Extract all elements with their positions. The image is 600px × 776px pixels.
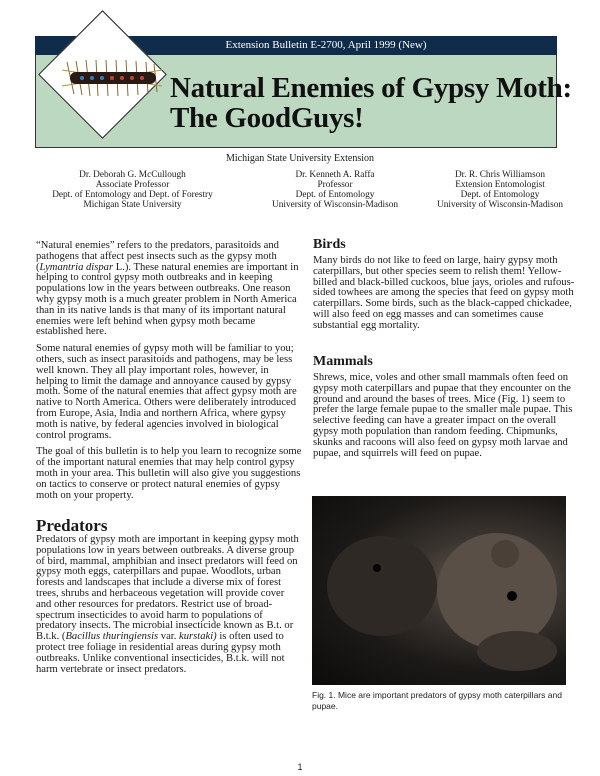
- author-title: Extension Entomologist: [455, 180, 545, 190]
- predators-paragraph: Predators of gypsy moth are important in keeping gypsy moth populations low in years between outbreaks. A diverse group of bird, mammal, amphibian and insect predators will feed on gypsy moth eggs, caterpillars and pupae. Woodlots, urban forests and landscapes that include a diverse mix of forest trees, shrubs and herbaceous vegetation will provide cover and other resources for predators. Restrict use of broad-spectrum insecticides to avoid harm to populations of predatory insects. The microbial insecticide known as B.t. or B.t.k. (Bacillus thuringiensis var. kurstaki) is often used to protect tree foliage in residential areas during gypsy moth outbreaks. Unlike conventional insecticides, B.t.k. will not harm vertebrate or insect predators.: [36, 534, 299, 675]
- author-institution: University of Wisconsin-Madison: [272, 200, 398, 210]
- title-line-2: The GoodGuys!: [170, 102, 364, 134]
- author-name: Dr. Deborah G. McCullough: [79, 170, 186, 180]
- predators-heading: Predators: [36, 516, 108, 535]
- mice-photo: [312, 496, 566, 685]
- publisher: Michigan State University Extension: [225, 153, 375, 164]
- author-institution: Michigan State University: [83, 200, 182, 210]
- author-institution: University of Wisconsin-Madison: [437, 200, 563, 210]
- mammals-section: [313, 353, 575, 465]
- title-line-1: Natural Enemies of Gypsy Moth:: [170, 72, 572, 104]
- intro-column: [36, 241, 302, 507]
- caterpillar-image: [62, 60, 162, 96]
- author-name: Dr. R. Chris Williamson: [454, 170, 546, 180]
- figure-caption: Fig. 1. Mice are important predators of gypsy moth caterpillars and pupae.: [312, 690, 562, 711]
- bulletin-bar: Extension Bulletin E-2700, April 1999 (New): [35, 36, 557, 55]
- author-dept: Dept. of Entomology: [460, 190, 540, 200]
- author-3: [405, 170, 595, 210]
- birds-paragraph: Many birds do not like to feed on large, hairy gypsy moth caterpillars, but other species seem to relish them! Yellow-billed and black-billed cuckoos, blue jays, orioles and rufous-sided towhees are among the species that feed on gypsy moth caterpillars. Some birds, such as the black-capped chickadee, will also feed on egg masses and can sometimes cause substantial egg mortality.: [313, 255, 575, 331]
- intro-paragraph-1: “Natural enemies” refers to the predators, parasitoids and pathogens that affect pest insects such as the gypsy moth (Lymantria dispar L.). These natural enemies are important in helping to control gypsy moth outbreaks and in keeping populations low in the years between outbreaks. One reason why gypsy moth is a much greater problem in North America than in its native lands is that many of its important natural enemies were left behind when gypsy moth became established here.: [36, 240, 299, 338]
- mammals-heading: Mammals: [313, 354, 373, 369]
- birds-section: [313, 236, 575, 338]
- predators-section: [36, 517, 302, 681]
- author-dept: Dept. of Entomology and Dept. of Forestry: [52, 190, 213, 200]
- author-1: [40, 170, 225, 210]
- intro-paragraph-3: The goal of this bulletin is to help you learn to recognize some of the important natural enemies that may help control gypsy moth in your area. This bulletin will also give you suggestions on tactics to conserve or protect natural enemies of gypsy moth on your property.: [36, 446, 302, 501]
- intro-paragraph-2: Some natural enemies of gypsy moth will be familiar to you; others, such as insect parasitoids and pathogens, may be less well known. They all play important roles, however, in helping to limit the damage and annoyance caused by gypsy moth. Some of the natural enemies that affect gypsy moth are native to North America. Others were deliberately introduced from Europe, Asia, India and northern Africa, where gypsy moth is native, by federal agencies involved in biological control programs.: [36, 343, 297, 441]
- birds-heading: Birds: [313, 237, 346, 252]
- document-title: [170, 73, 572, 133]
- author-2: [240, 170, 430, 210]
- page-number: 1: [297, 762, 303, 772]
- author-name: Dr. Kenneth A. Raffa: [295, 170, 375, 180]
- author-title: Associate Professor: [95, 180, 170, 190]
- author-title: Professor: [317, 180, 353, 190]
- author-dept: Dept. of Entomology: [295, 190, 375, 200]
- mammals-paragraph: Shrews, mice, voles and other small mammals often feed on gypsy moth caterpillars and pupae that they encounter on the ground and around the bases of trees. Mice (Fig. 1) seem to prefer the large female pupae to the smaller male pupae. This selective feeding can have a greater impact on the overall gypsy moth population than random feeding. Chipmunks, skunks and racoons will also feed on gypsy moth larvae and pupae, and squirrels will feed on pupae.: [313, 372, 573, 459]
